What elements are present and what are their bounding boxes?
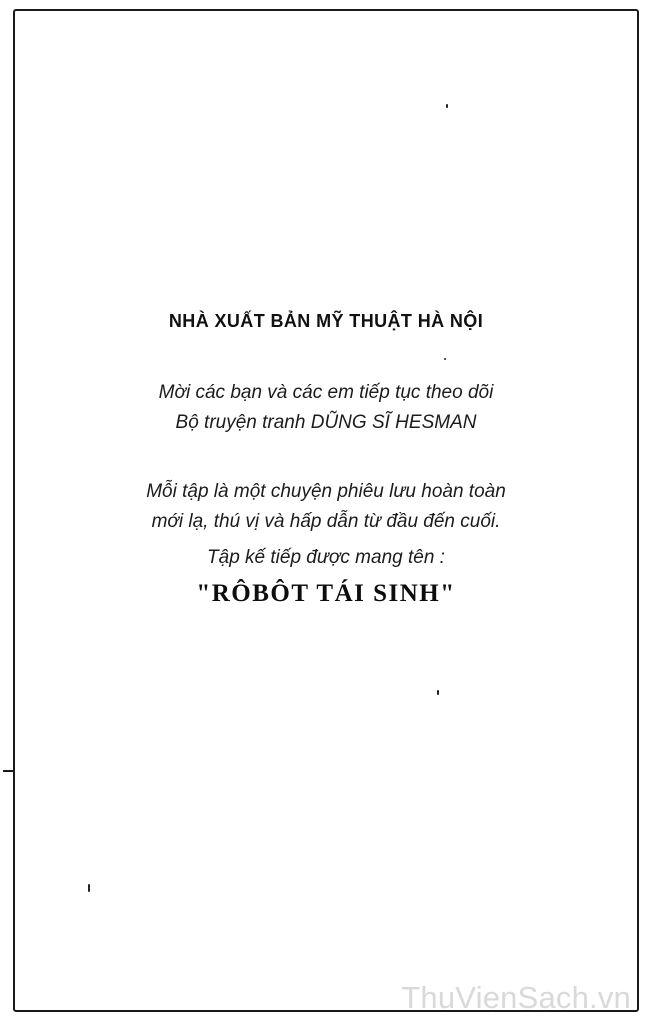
next-issue-title: "RÔBÔT TÁI SINH" [196, 580, 456, 607]
series-description [13, 477, 639, 537]
margin-mark [3, 770, 15, 772]
intro-line: Bộ truyện tranh DŨNG SĨ HESMAN [175, 412, 477, 433]
print-speck [446, 104, 448, 108]
publisher-name: NHÀ XUẤT BẢN MỸ THUẬT HÀ NỘI [168, 311, 484, 331]
intro-line: Mời các bạn và các em tiếp tục theo dõi [158, 382, 494, 403]
print-speck [444, 358, 446, 360]
description-line: Mỗi tập là một chuyện phiêu lưu hoàn toàn [146, 481, 506, 502]
print-speck [88, 884, 90, 892]
description-line: mới lạ, thú vị và hấp dẫn từ đầu đến cuối. [151, 511, 501, 532]
site-watermark: ThuVienSach.vn [401, 980, 631, 1015]
print-speck [437, 690, 439, 695]
series-invitation [13, 378, 639, 438]
next-issue-label: Tập kế tiếp được mang tên : [207, 547, 445, 568]
